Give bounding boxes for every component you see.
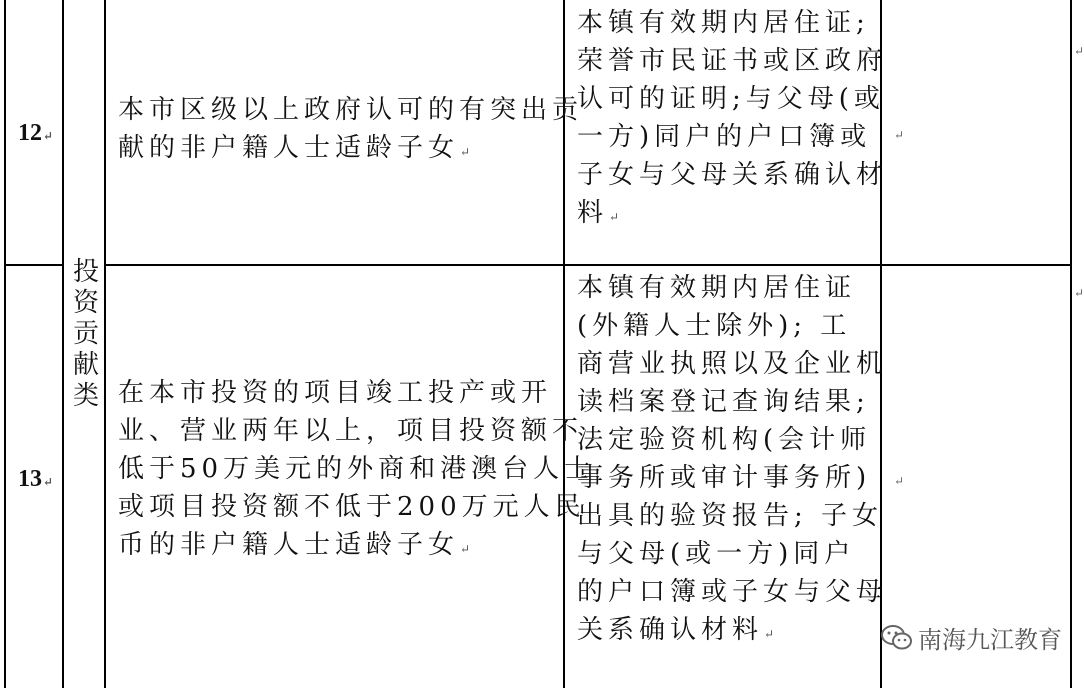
description-line: 献的非户籍人士适龄子女↵ xyxy=(118,133,471,163)
row-materials xyxy=(577,269,887,653)
empty-cell-mark: ↵ xyxy=(894,128,905,142)
watermark-text: 南海九江教育 xyxy=(918,626,1062,654)
materials-line: 法定验资机构(会计师 xyxy=(577,425,872,455)
materials-line: 事务所或审计事务所) xyxy=(577,463,872,493)
row-divider-right xyxy=(104,264,1072,266)
row-materials xyxy=(577,4,887,236)
materials-line: 与父母(或一方)同户 xyxy=(577,539,856,569)
materials-line: 荣誉市民证书或区政府 xyxy=(577,46,888,76)
row-description xyxy=(118,374,595,568)
category-char: 贡 xyxy=(72,319,99,349)
materials-line: 本镇有效期内居住证; xyxy=(577,8,870,38)
row-number: 12↵ xyxy=(18,120,54,146)
row-divider-left xyxy=(4,264,64,266)
materials-line: 商营业执照以及企业机 xyxy=(577,349,888,379)
description-line: 本市区级以上政府认可的有突出贡 xyxy=(118,95,584,125)
row-end-mark: ↵ xyxy=(1074,44,1084,58)
table-border-right xyxy=(1070,0,1072,688)
category-char: 资 xyxy=(72,288,99,318)
category-char: 类 xyxy=(72,381,99,411)
materials-line: 子女与父母关系确认材 xyxy=(577,160,888,190)
materials-line: 读档案登记查询结果; xyxy=(577,387,870,417)
description-line: 在本市投资的项目竣工投产或开 xyxy=(118,378,553,408)
table-border-left xyxy=(4,0,6,688)
table-border-col1 xyxy=(62,0,64,688)
description-line: 业、营业两年以上，项目投资额不 xyxy=(118,416,584,446)
description-line: 或项目投资额不低于200万元人民 xyxy=(118,492,586,522)
materials-line: 料↵ xyxy=(577,198,620,228)
description-line: 币的非户籍人士适龄子女↵ xyxy=(118,530,471,560)
description-line: 低于50万美元的外商和港澳台人士 xyxy=(118,454,596,484)
materials-line: 本镇有效期内居住证 xyxy=(577,273,857,303)
category-label xyxy=(66,257,106,412)
materials-line: 的户口簿或子女与父母 xyxy=(577,577,888,607)
category-char: 投 xyxy=(72,257,99,287)
watermark xyxy=(880,620,1062,655)
materials-line: 关系确认材料↵ xyxy=(577,615,775,645)
category-char: 献 xyxy=(72,350,99,380)
empty-cell-mark: ↵ xyxy=(894,474,905,488)
materials-line: 出具的验资报告; 子女 xyxy=(577,501,884,531)
materials-line: 认可的证明;与父母(或 xyxy=(577,84,885,114)
materials-line: (外籍人士除外); 工 xyxy=(577,311,852,341)
materials-line: 一方)同户的户口簿或 xyxy=(577,122,872,152)
row-end-mark: ↵ xyxy=(1074,286,1084,300)
row-description xyxy=(118,91,583,171)
row-number: 13↵ xyxy=(18,466,54,492)
wechat-icon xyxy=(880,623,914,653)
